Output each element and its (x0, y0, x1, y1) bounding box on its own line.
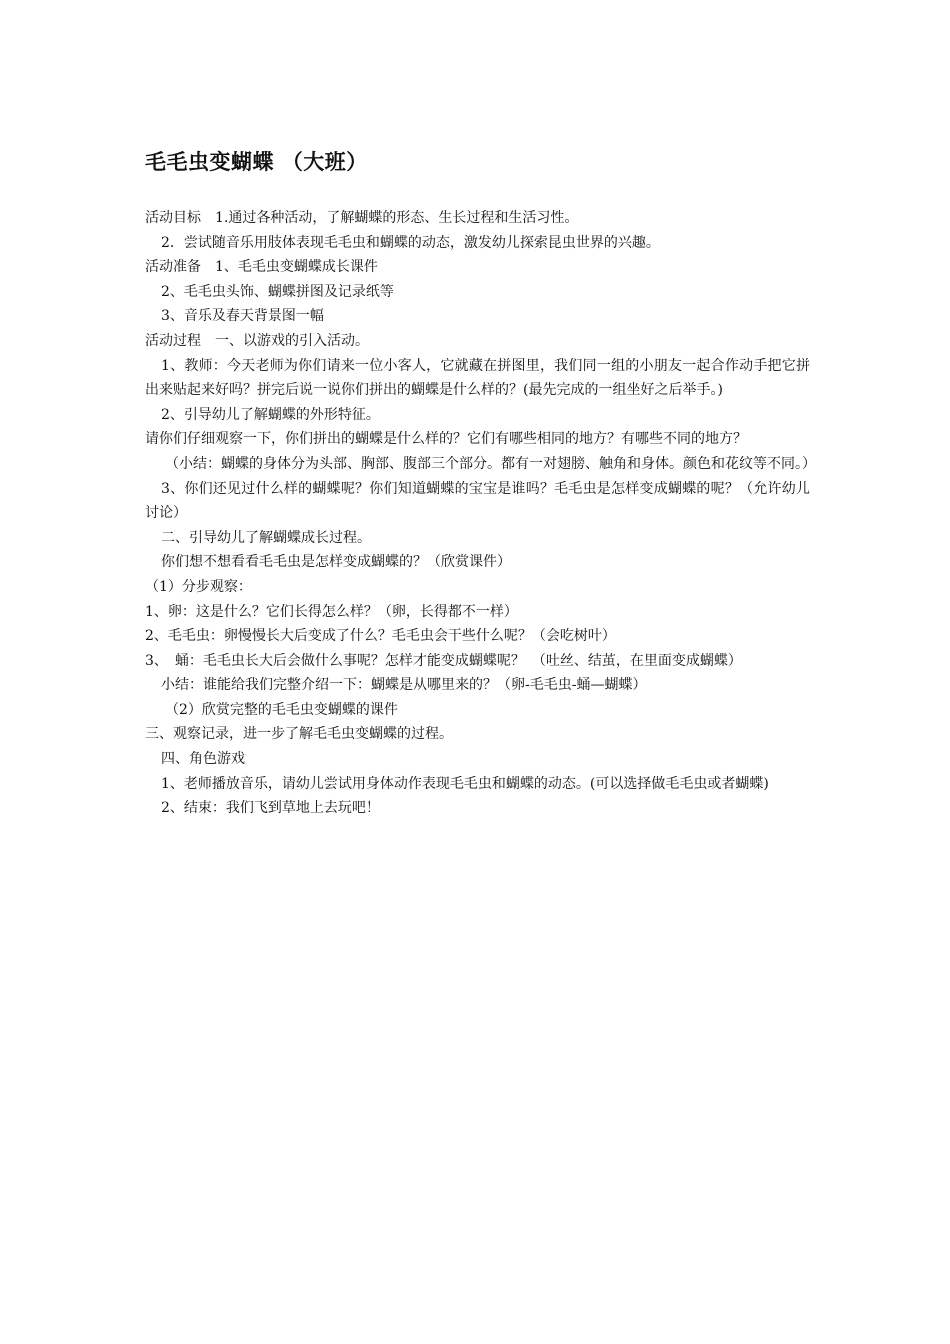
step-egg: 1、卵：这是什么？它们长得怎么样？（卵，长得都不一样） (145, 603, 518, 620)
process-paragraph-question: 3、你们还见过什么样的蝴蝶呢？你们知道蝴蝶的宝宝是谁吗？毛毛虫是怎样变成蝴蝶的呢？（允许幼儿讨论） (145, 480, 810, 522)
step-caterpillar: 2、毛毛虫：卵慢慢长大后变成了什么？毛毛虫会干些什么呢？（会吃树叶） (145, 628, 616, 645)
process-line-1: 活动过程 一、以游戏的引入活动。 (145, 332, 369, 349)
document-title: 毛毛虫变蝴蝶 （大班） (145, 150, 368, 174)
process-paragraph-summary: （小结：蝴蝶的身体分为头部、胸部、腹部三个部分。都有一对翅膀、触角和身体。颜色和花纹等不同。） (165, 455, 816, 472)
step-summary: 小结：谁能给我们完整介绍一下：蝴蝶是从哪里来的？（卵-毛毛虫-蛹—蝴蝶） (161, 677, 647, 694)
goal-line-1: 活动目标 1.通过各种活动，了解蝴蝶的形态、生长过程和生活习性。 (145, 210, 579, 226)
role-play-line-1: 1、老师播放音乐，请幼儿尝试用身体动作表现毛毛虫和蝴蝶的动态。(可以选择做毛毛虫或者蝴蝶) (161, 775, 769, 792)
process-paragraph-observe: 请你们仔细观察一下，你们拼出的蝴蝶是什么样的？它们有哪些相同的地方？有哪些不同的地方？ (145, 431, 747, 448)
prep-line-1: 活动准备 1、毛毛虫变蝴蝶成长课件 (145, 259, 378, 276)
step-full-courseware: （2）欣赏完整的毛毛虫变蝴蝶的课件 (165, 701, 398, 718)
process-paragraph-teacher: 1、教师：今天老师为你们请来一位小客人，它就藏在拼图里，我们同一组的小朋友一起合作动手把它拼出来贴起来好吗？拼完后说一说你们拼出的蝴蝶是什么样的？(最先完成的一组坐好之后举手。) (145, 357, 810, 399)
step-observe-heading: （1）分步观察： (145, 578, 252, 595)
document-body (145, 206, 816, 821)
section-four-heading: 四、角色游戏 (161, 751, 245, 768)
process-line-guide: 2、引导幼儿了解蝴蝶的外形特征。 (161, 406, 380, 423)
prep-line-3: 3、音乐及春天背景图一幅 (161, 308, 324, 325)
step-pupa: 3、 蛹：毛毛虫长大后会做什么事呢？怎样才能变成蝴蝶呢？ （吐丝、结茧，在里面变成蝴蝶） (145, 652, 742, 669)
section-two-heading: 二、引导幼儿了解蝴蝶成长过程。 (161, 529, 371, 546)
prep-line-2: 2、毛毛虫头饰、蝴蝶拼图及记录纸等 (161, 283, 394, 300)
role-play-line-2: 2、结束：我们飞到草地上去玩吧！ (161, 800, 380, 817)
section-two-intro: 你们想不想看看毛毛虫是怎样变成蝴蝶的？（欣赏课件） (161, 554, 511, 571)
goal-line-2: 2．尝试随音乐用肢体表现毛毛虫和蝴蝶的动态，激发幼儿探索昆虫世界的兴趣。 (161, 234, 660, 251)
section-three-heading: 三、观察记录，进一步了解毛毛虫变蝴蝶的过程。 (145, 726, 453, 743)
